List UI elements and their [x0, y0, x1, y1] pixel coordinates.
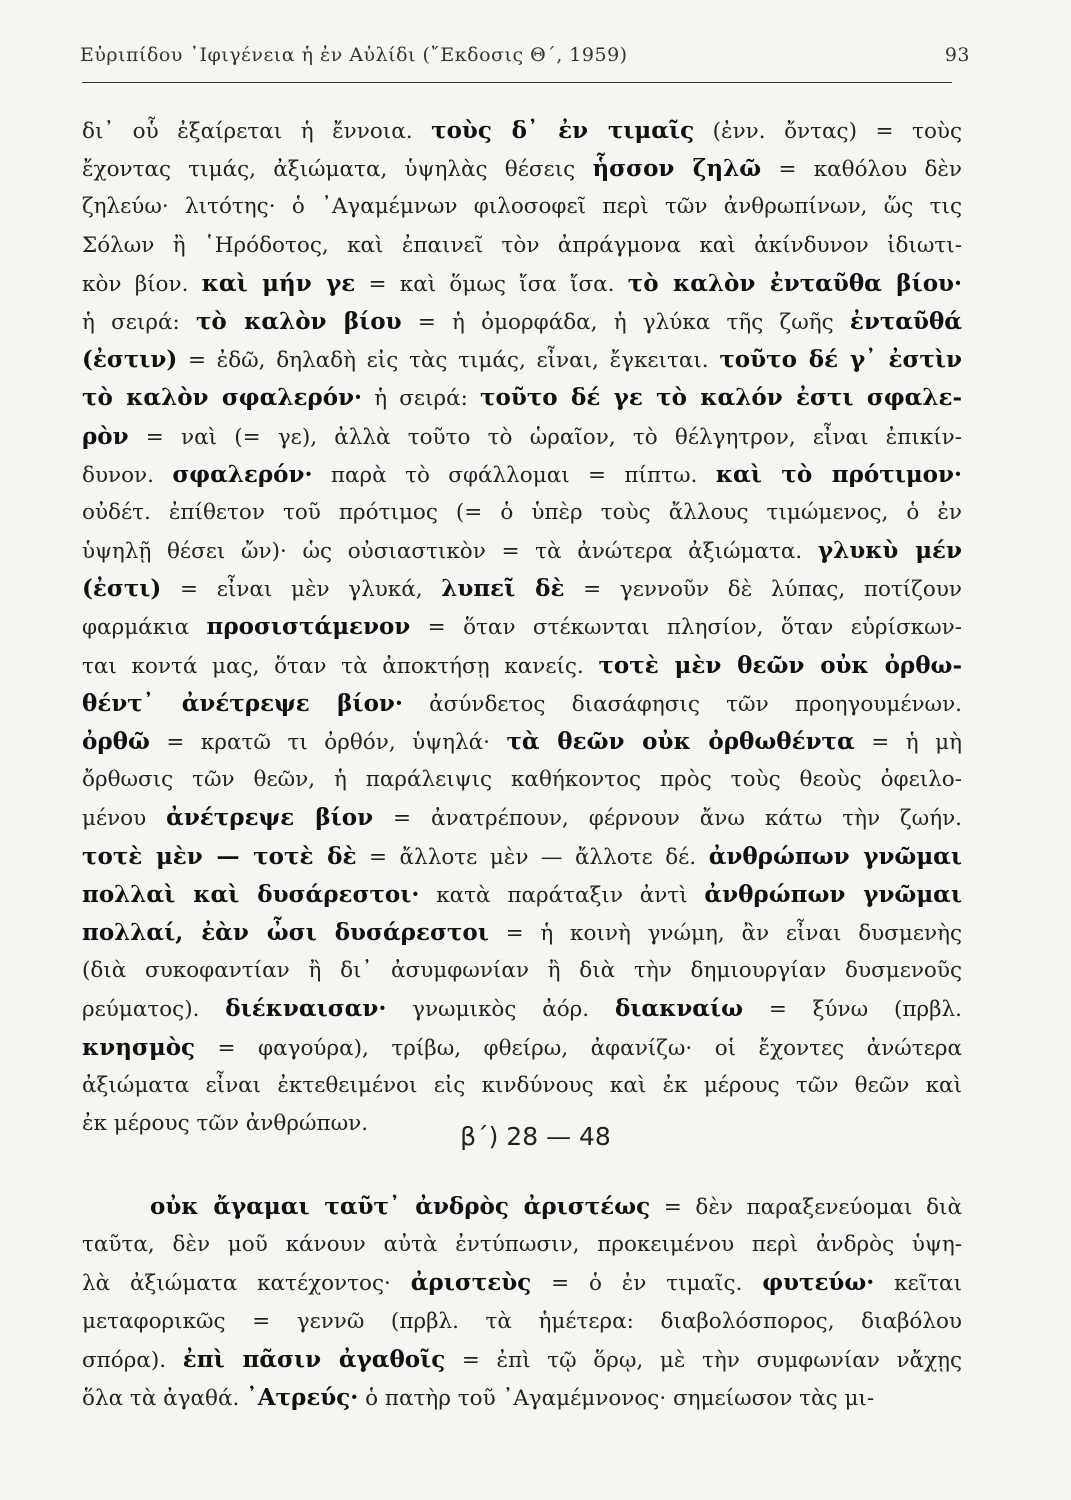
gloss-text: ἀσύνδετος διασάφησις τῶν προηγουμένων. — [402, 691, 962, 717]
lemma-term: ἧσσον ζηλῶ — [592, 155, 762, 183]
lemma-term: ἀνθρώπων γνῶμαι — [708, 842, 962, 870]
section-heading: β΄) 28 — 48 — [460, 1122, 611, 1151]
gloss-text: μεταφορικῶς = γεννῶ (πρβλ. τὰ ἡμέτερα: διαβολόσπορος, διαβόλου — [82, 1308, 962, 1334]
text-line — [82, 876, 962, 914]
page-number: 93 — [944, 44, 970, 66]
gloss-text: κεῖται — [874, 1271, 962, 1297]
gloss-text: δυνον. — [82, 462, 173, 488]
text-line — [82, 990, 962, 1028]
gloss-text: = καθόλου δὲν — [761, 157, 962, 183]
gloss-text: οὐδέτ. ἐπίθετον τοῦ πρότιμος (= ὁ ὑπὲρ τοὺς ἄλλους τιμώμενος, ὁ ἐν — [82, 499, 962, 525]
lemma-term: κνησμὸς — [82, 1033, 196, 1061]
gloss-text: = ἀνατρέπουν, φέρνουν ἄνω κάτω τὴν ζωήν. — [373, 806, 962, 832]
gloss-text: = ὁ ἐν τιμαῖς. — [531, 1271, 763, 1297]
text-line — [82, 761, 962, 799]
gloss-text: ταῦτα, δὲν μοῦ κάνουν αὐτὰ ἐντύπωσιν, προκειμένου περὶ ἀνδρὸς ὑψη- — [82, 1232, 962, 1258]
lemma-term: τοῦτο δέ γε τὸ καλόν ἐστι σφαλε- — [480, 384, 962, 412]
gloss-text: μένου — [82, 806, 167, 832]
lemma-term: γλυκὺ μέν — [817, 537, 962, 565]
lemma-term: ὀρθῶ — [82, 728, 150, 755]
text-line — [82, 914, 962, 952]
lemma-term: διέκναισαν· — [225, 995, 387, 1023]
lemma-term: οὐκ ἄγαμαι ταῦτ᾿ ἀνδρὸς ἀριστέως — [150, 1193, 651, 1220]
gloss-text: = ἐδῶ, δηλαδὴ εἰς τὰς τιμάς, εἶναι, ἔγκειται. — [177, 348, 720, 374]
text-line — [82, 532, 962, 570]
text-line — [82, 1341, 962, 1379]
text-line — [82, 647, 962, 685]
text-line — [82, 952, 962, 990]
lemma-term: ρὸν — [82, 422, 129, 450]
gloss-text: ὑψηλῇ θέσει ὤν)· ὡς οὐσιαστικὸν = τὰ ἀνώτερα ἀξιώματα. — [82, 539, 818, 565]
text-line — [82, 1264, 962, 1302]
text-line — [82, 150, 962, 188]
lemma-term: τὰ θεῶν οὐκ ὀρθωθέντα — [506, 728, 855, 755]
text-line — [82, 685, 962, 723]
gloss-text: ται κοντά μας, ὅταν τὰ ἀποκτήσῃ κανείς. — [82, 653, 599, 679]
lemma-term: ᾿Ατρεύς· — [246, 1383, 359, 1411]
lemma-term: πολλαὶ καὶ δυσάρεστοι· — [82, 880, 420, 908]
gloss-text: ὄρθωσις τῶν θεῶν, ἡ παράλειψις καθήκοντος πρὸς τοὺς θεοὺς ὀφειλο- — [82, 767, 962, 793]
text-line — [82, 265, 962, 303]
text-line — [82, 1379, 962, 1417]
gloss-text: ὅλα τὰ ἀγαθά. — [82, 1385, 247, 1411]
gloss-text: κὸν βίον. — [82, 271, 202, 297]
lemma-term: ἀνθρώπων γνῶμαι — [704, 880, 962, 908]
lemma-term: (ἐστιν) — [82, 346, 178, 374]
lemma-term: προσιστάμενον — [206, 613, 411, 641]
text-line — [82, 379, 962, 417]
gloss-text: κατὰ παράταξιν ἀντὶ — [419, 882, 705, 908]
gloss-text: ζηλεύω· λιτότης· ὁ ᾿Αγαμέμνων φιλοσοφεῖ περὶ τῶν ἀνθρωπίνων, ὥς τις — [82, 194, 962, 220]
lemma-term: σφαλερόν· — [172, 460, 313, 488]
lemma-term: ἐνταῦθά — [849, 307, 962, 335]
text-line — [82, 799, 962, 837]
lemma-term: ἀνέτρεψε βίον — [166, 804, 374, 832]
gloss-text: (ἐνν. ὄντας) = τοὺς — [694, 119, 962, 144]
gloss-text: = καὶ ὅμως ἴσα ἴσα. — [355, 271, 628, 297]
gloss-text: ἔχοντας τιμάς, ἀξιώματα, ὑψηλὰς θέσεις — [82, 157, 593, 183]
lemma-term: τοτὲ μὲν — τοτὲ δὲ — [82, 842, 357, 870]
lemma-term: λυπεῖ δὲ — [441, 575, 565, 603]
gloss-text: Σόλων ἢ ῾Ηρόδοτος, καὶ ἐπαινεῖ τὸν ἀπράγμονα καὶ ἀκίνδυνον ἰδιωτι- — [82, 232, 962, 258]
running-title: Εὐριπίδου ᾿Ιφιγένεια ἡ ἐν Αὐλίδι (῎Εκδοσις Θ΄, 1959) — [80, 44, 628, 66]
lemma-term: τὸ καλὸν σφαλερόν· — [82, 384, 363, 412]
text-line — [82, 723, 962, 761]
lemma-term: καὶ μήν γε — [201, 269, 356, 297]
gloss-text: = ἡ κοινὴ γνώμη, ἂν εἶναι δυσμενὴς — [488, 920, 962, 946]
text-line — [82, 418, 962, 456]
gloss-text: = εἶναι μὲν γλυκά, — [161, 577, 442, 603]
lemma-term: ἀριστεὺς — [410, 1269, 532, 1297]
text-line — [82, 341, 962, 379]
gloss-text: λὰ ἀξιώματα κατέχοντος· — [82, 1271, 411, 1297]
lemma-term: τοὺς δ᾿ ἐν τιμαῖς — [431, 117, 695, 144]
lemma-term: πολλαί, ἐὰν ὦσι δυσάρεστοι — [82, 918, 489, 946]
lemma-term: διακναίω — [614, 995, 744, 1023]
text-line — [82, 112, 962, 150]
text-line — [82, 227, 962, 265]
lemma-term: τὸ καλὸν ἐνταῦθα βίου· — [627, 269, 962, 297]
gloss-text: σπόρα). — [82, 1347, 183, 1373]
text-line — [82, 1303, 962, 1341]
lemma-term: τὸ καλὸν βίου — [195, 307, 402, 335]
gloss-text: = ξύνω (πρβλ. — [743, 997, 962, 1023]
lemma-term: φυτεύω· — [762, 1269, 875, 1297]
gloss-text: ὁ πατὴρ τοῦ ᾿Αγαμέμνονος· σημείωσον τὰς μι- — [358, 1385, 875, 1411]
gloss-text: = ὅταν στέκωνται πλησίον, ὅταν εὑρίσκων- — [410, 615, 962, 641]
lemma-term: θέντ᾿ ἀνέτρεψε βίον· — [82, 689, 403, 717]
gloss-text: = φαγούρα), τρίβω, φθείρω, ἀφανίζω· οἱ ἔχοντες ἀνώτερα — [195, 1035, 962, 1061]
lemma-term: καὶ τὸ πρότιμον· — [715, 460, 962, 488]
text-line — [82, 1029, 962, 1067]
gloss-text: = ἡ ὀμορφάδα, ἡ γλύκα τῆς ζωῆς — [401, 309, 850, 335]
text-line — [82, 1067, 962, 1105]
text-line — [82, 608, 962, 646]
gloss-text: = γεννοῦν δὲ λύπας, ποτίζουν — [564, 577, 962, 603]
text-line — [82, 303, 962, 341]
text-line — [82, 1188, 962, 1226]
text-line — [82, 1226, 962, 1264]
lemma-term: ἐπὶ πᾶσιν ἀγαθοῖς — [182, 1345, 446, 1373]
header-rule — [82, 82, 952, 83]
text-line — [82, 456, 962, 494]
lemma-term: τοῦτο δέ γ᾿ ἐστὶν — [719, 346, 962, 374]
gloss-text: ἡ σειρά: — [82, 309, 196, 335]
gloss-text: (διὰ συκοφαντίαν ἢ δι᾿ ἀσυμφωνίαν ἢ διὰ τὴν δημιουργίαν δυσμενοῦς — [82, 958, 962, 984]
gloss-text: = ναὶ (= γε), ἀλλὰ τοῦτο τὸ ὡραῖον, τὸ θέλγητρον, εἶναι ἐπικίν- — [128, 424, 962, 450]
gloss-text: ρεύματος). — [82, 997, 226, 1023]
lemma-term: τοτὲ μὲν θεῶν οὐκ ὀρθω- — [598, 651, 962, 679]
running-header — [80, 44, 970, 66]
gloss-text: γνωμικὸς ἀόρ. — [386, 997, 615, 1023]
gloss-text: ἡ σειρά: — [362, 386, 481, 412]
commentary-text-top — [82, 112, 962, 1143]
gloss-text: ἐκ μέρους τῶν ἀνθρώπων. — [82, 1110, 369, 1136]
gloss-text: δι᾿ οὗ ἐξαίρεται ἡ ἔννοια. — [82, 119, 432, 144]
commentary-text-bottom — [82, 1188, 962, 1417]
text-line — [82, 838, 962, 876]
gloss-text: = ἐπὶ τῷ ὅρῳ, μὲ τὴν συμφωνίαν νἄχῃς — [445, 1347, 962, 1373]
gloss-text: παρὰ τὸ σφάλλομαι = πίπτω. — [312, 462, 716, 488]
gloss-text: = ἡ μὴ — [854, 730, 962, 755]
lemma-term: (ἐστι) — [82, 575, 162, 603]
gloss-text: ἀξιώματα εἶναι ἐκτεθειμένοι εἰς κινδύνους καὶ ἐκ μέρους τῶν θεῶν καὶ — [82, 1072, 962, 1098]
gloss-text: φαρμάκια — [82, 615, 207, 641]
text-line — [82, 570, 962, 608]
text-line — [82, 188, 962, 226]
text-line — [82, 494, 962, 532]
gloss-text: = ἄλλοτε μὲν — ἄλλοτε δέ. — [356, 844, 709, 870]
gloss-text: = κρατῶ τι ὀρθόν, ὑψηλά· — [149, 730, 507, 755]
gloss-text: = δὲν παραξενεύομαι διὰ — [650, 1195, 962, 1220]
